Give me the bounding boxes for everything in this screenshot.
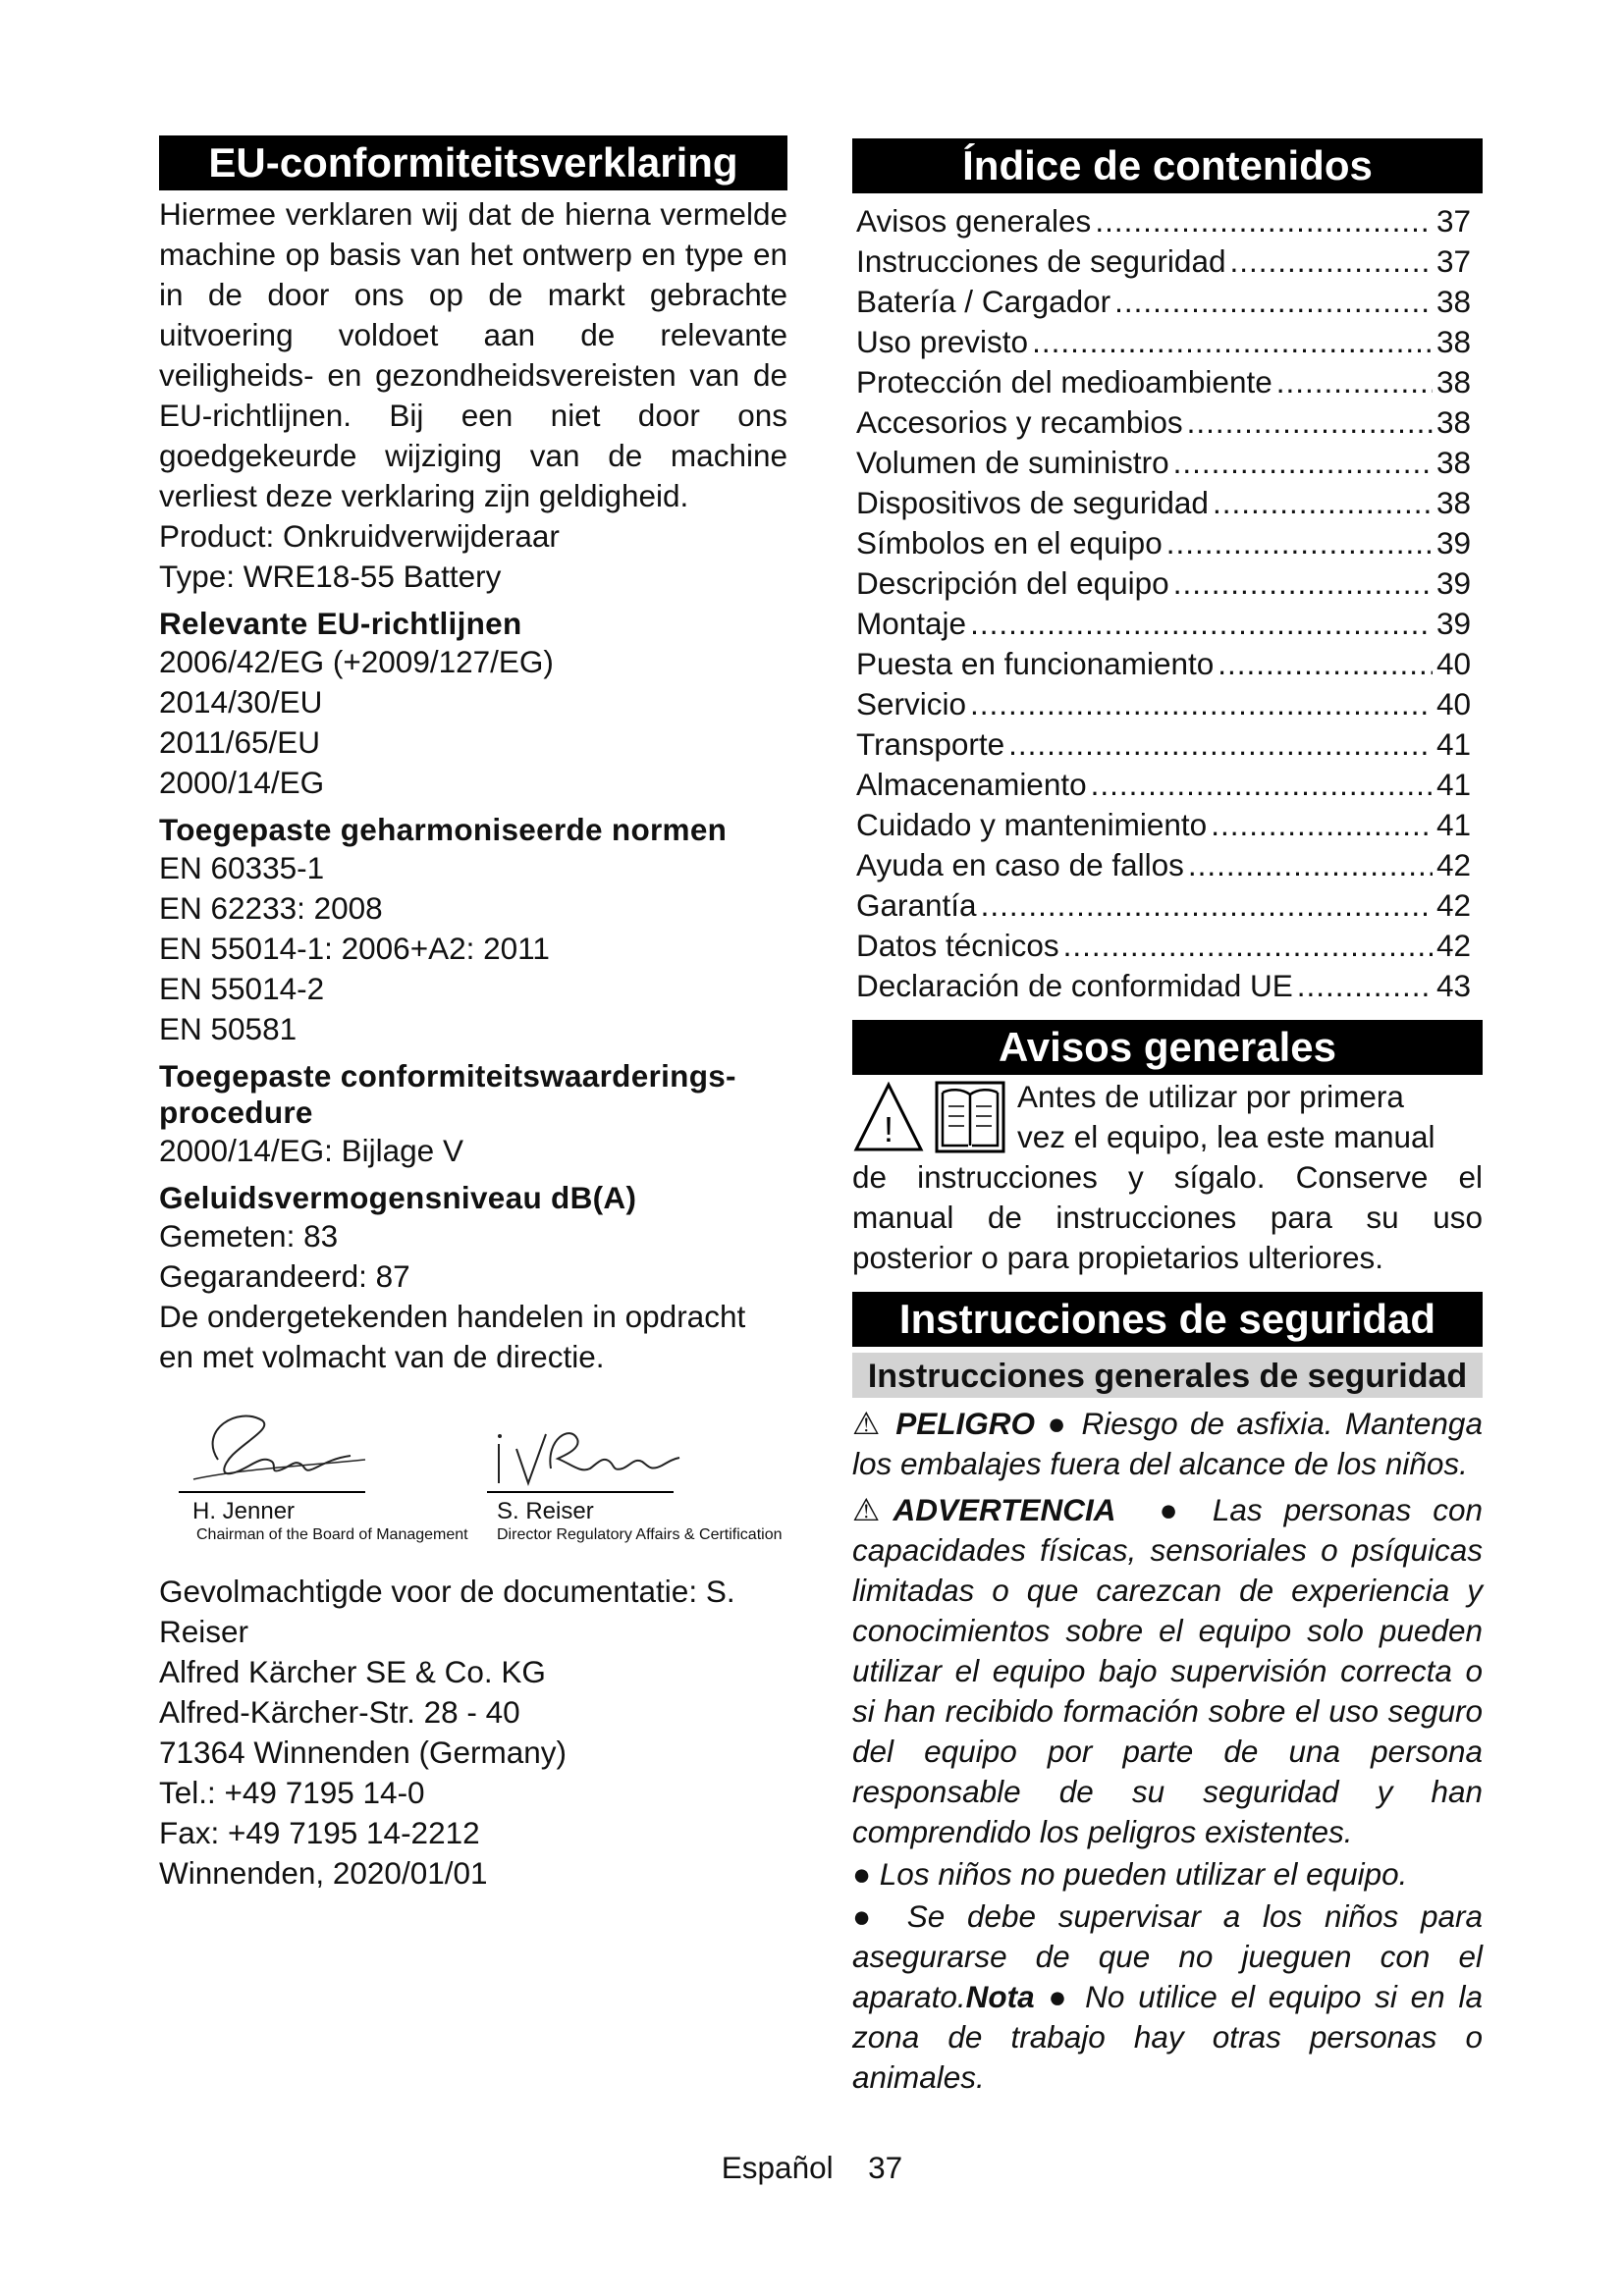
toc-item[interactable]: Servicio ..... 40 [852, 684, 1483, 724]
norm-item: EN 62233: 2008 [159, 890, 383, 926]
toc-item[interactable]: Símbolos en el equipo ..... 39 [852, 523, 1483, 563]
toc-item[interactable]: Volumen de suministro ..... 38 [852, 443, 1483, 483]
signer-title: Chairman of the Board of Management [196, 1526, 468, 1543]
norm-item: EN 55014-2 [159, 971, 325, 1006]
page-footer [0, 2150, 1624, 2186]
note-label: Nota [965, 1979, 1035, 2014]
norm-item: EN 50581 [159, 1011, 298, 1046]
danger-notice [852, 1404, 1483, 1484]
note-text: No utilice el equipo si en la zona de trabajo hay otras personas o animales. [852, 1979, 1483, 2095]
spanish-column [852, 138, 1483, 2098]
toc-item[interactable]: Garantía ..... 42 [852, 885, 1483, 926]
signature-block [159, 1401, 787, 1543]
bullet-item: ● Los niños no pueden utilizar el equipo. [852, 1856, 1408, 1892]
toc-item[interactable]: Descripción del equipo ..... 39 [852, 563, 1483, 604]
safety-subheading: Instrucciones generales de seguridad [852, 1353, 1483, 1398]
product-line: Product: Onkruidverwijderaar [159, 518, 560, 554]
directive-item: 2006/42/EG (+2009/127/EG) [159, 644, 554, 679]
bullet-icon: ● [852, 1898, 907, 1934]
address-line: Winnenden, 2020/01/01 [159, 1855, 488, 1891]
directives-list [159, 642, 787, 803]
signature-jenner-icon [179, 1401, 375, 1495]
address-line: Fax: +49 7195 14-2212 [159, 1815, 480, 1850]
bullet-item: ● Se debe supervisar a los niños para asegurarse de que no jueguen con el aparato.Nota ● No utilice el equipo si en la zona de trabajo hay otras personas o animales. [852, 1898, 1483, 2095]
norm-item: EN 55014-1: 2006+A2: 2011 [159, 931, 550, 966]
danger-text: Riesgo de asfixia. Mantenga los embalajes fuera del alcance de los niños. [852, 1406, 1483, 1481]
toc-item[interactable]: Avisos generales ..... 37 [852, 201, 1483, 241]
general-notes-text: de instrucciones y sígalo. Conserve el manual de instrucciones para su uso posterior o para propietarios ulteriores. [852, 1159, 1483, 1275]
procedure-value: 2000/14/EG: Bijlage V [159, 1133, 463, 1168]
toc-item[interactable]: Puesta en funcionamiento ..... 40 [852, 644, 1483, 684]
noise-measured: Gemeten: 83 [159, 1218, 339, 1254]
general-notes-heading: Avisos generales [852, 1020, 1483, 1075]
signer-title: Director Regulatory Affairs & Certification [497, 1526, 783, 1543]
general-notes-line: vez el equipo, lea este manual [1017, 1119, 1435, 1154]
address-line: Alfred Kärcher SE & Co. KG [159, 1654, 546, 1689]
address-line: Tel.: +49 7195 14-0 [159, 1775, 425, 1810]
declaration-heading: EU-conformiteitsverklaring [159, 135, 787, 190]
signature-reiser-icon [487, 1415, 683, 1493]
warning-triangle-icon: ⚠ [852, 1406, 884, 1441]
toc-item[interactable]: Uso previsto ..... 38 [852, 322, 1483, 362]
type-line: Type: WRE18-55 Battery [159, 559, 502, 594]
toc-item[interactable]: Montaje ..... 39 [852, 604, 1483, 644]
directive-item: 2011/65/EU [159, 724, 321, 760]
bullet-icon: ● [1048, 1979, 1086, 2014]
mandate-text: De ondergetekenden handelen in opdracht en met volmacht van de directie. [159, 1299, 746, 1374]
toc-item[interactable]: Ayuda en caso de fallos ..... 42 [852, 845, 1483, 885]
footer-language: Español [721, 2150, 834, 2185]
directive-item: 2014/30/EU [159, 684, 323, 720]
signer-name: H. Jenner [192, 1498, 296, 1524]
procedure-heading [159, 1058, 787, 1131]
bullet-icon: ● [852, 1856, 880, 1892]
warning-notice [852, 1490, 1483, 1852]
bullet-icon: ● [1137, 1492, 1213, 1527]
address-line: 71364 Winnenden (Germany) [159, 1735, 567, 1770]
toc-item[interactable]: Transporte ..... 41 [852, 724, 1483, 765]
norms-heading: Toegepaste geharmoniseerde normen [159, 812, 728, 847]
toc-item[interactable]: Declaración de conformidad UE ..... 43 [852, 966, 1483, 1006]
declaration-intro: Hiermee verklaren wij dat de hierna vermelde machine op basis van het ontwerp en type en in de door ons op de markt gebrachte uitvoering voldoet aan de relevante veiligheids- en gezondheidsvereisten van de EU-richtlijnen. Bij een niet door ons goedgekeurde wijziging van de machine verliest deze verklaring zijn geldigheid. [159, 196, 787, 513]
noise-heading: Geluidsvermogensniveau dB(A) [159, 1180, 637, 1215]
warning-text: Las personas con capacidades físicas, sensoriales o psíquicas limitadas o que carezcan de experiencia y conocimientos sobre el equipo solo pueden utilizar el equipo bajo supervisión correcta o si han recibido formación sobre el uso seguro del equipo por parte de una persona responsable de su seguridad y han comprendido los peligros existentes. [852, 1492, 1483, 1849]
norm-item: EN 60335-1 [159, 850, 325, 885]
toc-item[interactable]: Almacenamiento ..... 41 [852, 765, 1483, 805]
svg-text:!: ! [883, 1109, 894, 1149]
signature-line [487, 1491, 674, 1493]
directive-item: 2000/14/EG [159, 765, 325, 800]
warning-label: ADVERTENCIA [893, 1492, 1116, 1527]
danger-label: PELIGRO [895, 1406, 1036, 1441]
table-of-contents [852, 201, 1483, 1006]
declaration-column [159, 135, 787, 1894]
noise-guaranteed: Gegarandeerd: 87 [159, 1258, 410, 1294]
toc-item[interactable]: Dispositivos de seguridad ..... 38 [852, 483, 1483, 523]
safety-heading: Instrucciones de seguridad [852, 1292, 1483, 1347]
toc-heading: Índice de contenidos [852, 138, 1483, 193]
procedure-heading-line2: procedure [159, 1095, 313, 1130]
address-block [159, 1572, 787, 1894]
directives-heading: Relevante EU-richtlijnen [159, 606, 522, 641]
warning-manual-icon [852, 1077, 1015, 1157]
signer-name: S. Reiser [497, 1498, 594, 1524]
toc-item[interactable]: Datos técnicos ..... 42 [852, 926, 1483, 966]
general-notes [852, 1077, 1483, 1278]
address-line: Gevolmachtigde voor de documentatie: S. [159, 1574, 735, 1609]
toc-item[interactable]: Accesorios y recambios ..... 38 [852, 402, 1483, 443]
toc-item[interactable]: Batería / Cargador ..... 38 [852, 282, 1483, 322]
warning-triangle-icon: ⚠ [852, 1492, 893, 1527]
address-line: Reiser [159, 1614, 249, 1649]
toc-item[interactable]: Cuidado y mantenimiento ..... 41 [852, 805, 1483, 845]
toc-item[interactable]: Instrucciones de seguridad ..... 37 [852, 241, 1483, 282]
toc-item[interactable]: Protección del medioambiente ..... 38 [852, 362, 1483, 402]
general-notes-line: Antes de utilizar por primera [1017, 1079, 1404, 1114]
signature-line [179, 1491, 365, 1493]
page-number: 37 [868, 2150, 903, 2185]
norms-list [159, 848, 787, 1049]
procedure-heading-line1: Toegepaste conformiteitswaarderings- [159, 1058, 736, 1094]
bullet-icon: ● [1047, 1406, 1082, 1441]
address-line: Alfred-Kärcher-Str. 28 - 40 [159, 1694, 520, 1730]
